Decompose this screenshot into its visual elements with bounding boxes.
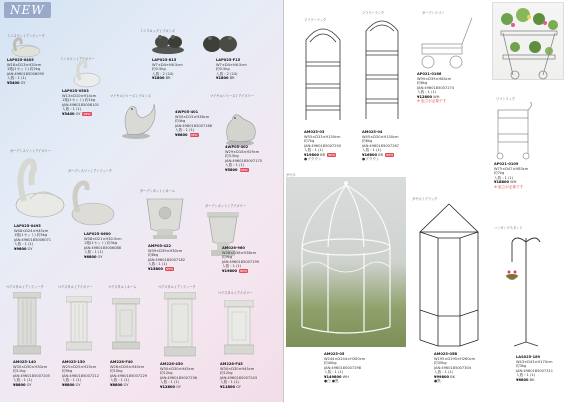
- section-label: ミニスワン / アイボリー: [60, 57, 95, 61]
- product-caption: LAP025-815 W7×D4×H6.5cm 約0.5kg 入数 : 2 (24) ¥1800 BR: [152, 58, 183, 80]
- product-caption: AM025-150 W25×D25×H25cm 約9kg JAN:4960185007212 入数 : 1 (1) ¥6800 GY: [62, 360, 100, 387]
- product-caption: AM025-05B W195×D195×H260cm 約35kg JAN:4960185007304 入数 : 1 (1) ¥99800 BK ●黒: [434, 352, 476, 383]
- section-label: ガゼボ: [286, 173, 296, 177]
- section-label: ハンギングスタンド: [494, 226, 523, 230]
- product-caption: AM025-05 W244×D244×H300cm 約40kg JAN:4960185007298 入数 : 1 (1) ¥149800 WH ●白 ●黒: [324, 352, 366, 383]
- pedestal-short-image: [224, 300, 254, 356]
- gazebo-photo: [286, 177, 406, 347]
- product-caption: 4WP05-401 W30×D15×H38cm 約4kg JAN:4960185007168 入数 : 1 (1) ¥6800 NEW: [175, 110, 213, 137]
- section-label: ペデスタル / アイボリー: [58, 285, 93, 289]
- section-label: ガーデンスワン / アイボリー: [10, 149, 51, 153]
- flower-cart-image: [493, 3, 565, 81]
- product-caption: LAP025-F15 W7×D4×H6.5cm 約0.5kg 入数 : 2 (24) ¥1800 BR: [216, 58, 247, 80]
- product-caption: 4WP05-402 W29×D18×H29cm 約3.5kg JAN:4960185007175 入数 : 1 (1) ¥5800 NEW: [225, 145, 263, 172]
- garden-pot-lion-image: [143, 195, 187, 241]
- product-caption: LAS025-189 W43×D43×H170cm 約3kg JAN:4960185007311 入数 : 1 (1) ¥6800 BK: [516, 355, 554, 382]
- new-badge: NEW: [4, 2, 51, 18]
- product-caption: LAP025-0495 W48×D24×H45cm 1箱(1セット) 約5kg JAN:4960185006071 入数 : 1 (1) ¥9800 GY: [14, 224, 52, 251]
- product-caption: AM025-04 W45×D30×H150cm 約6kg JAN:4960185007267 入数 : 1 (1) ¥16800 BR NEW ●ブラウン: [362, 130, 400, 161]
- mini-swan-antique-image: [8, 36, 42, 58]
- section-label: ペデスタル / アンティーク: [158, 285, 196, 289]
- product-caption: AM226-F45 W30×D30×H45cm 約12kg JAN:4960185007243 入数 : 1 (1) ¥11800 GY: [220, 362, 258, 389]
- gazebo-white-image: [286, 177, 406, 347]
- section-label: フラワーラック: [304, 18, 327, 22]
- mini-frog-bronze-image: [150, 30, 186, 56]
- garden-swan-ivory-image: [10, 155, 66, 221]
- product-caption: AM226-450 W30×D30×H45cm 約12kg JAN:4960185007236 入数 : 1 (1) ¥12800 GY: [160, 362, 198, 389]
- section-label: ミニフロッグ / ブロンズ: [140, 29, 175, 33]
- section-label: マイヤルシリーズ / ブロンズ: [110, 94, 151, 98]
- pedestal-ivory-image: [66, 296, 92, 352]
- product-caption: LAP025-0405 W18×D13×H20cm 1箱(1セット) 約2kg JAN:4960185006095 入数 : 1 (1) ¥5400 GY: [7, 58, 45, 85]
- left-catalog-page: [0, 0, 283, 402]
- product-caption: AP021-0109 W75×D47×H83cm 約7kg 入数 : 1 (1) ¥18800 WH ※ 組立が必要です: [494, 162, 529, 189]
- product-caption: LAP025-0600 W38×D21×H30.5cm 1箱(1セット) 約3kg JAN:4960185006088 入数 : 1 (1) ¥6800 GY: [84, 232, 122, 259]
- wagon-rack-image: [494, 102, 532, 160]
- section-label: ワゴンラック: [496, 97, 516, 101]
- mini-frog-pair-image: [200, 30, 240, 56]
- section-label: ペデスタル / アイボリー: [218, 291, 253, 295]
- product-caption: LAP025-0503 W13×D10×H14cm 1箱(1セット) 約1kg JAN:4960185006101 入数 : 1 (1) ¥3400 GY NEW: [62, 89, 100, 116]
- product-caption: AP021-0166 W95×D39×H84cm 約6kg JAN:4960185007274 入数 : 1 (1) ¥12800 WH ※ 組立が必要です: [417, 72, 455, 103]
- pedestal-antique-image: [13, 292, 41, 356]
- hen-statue-image: [220, 110, 260, 146]
- garden-wagon-image: [416, 14, 476, 70]
- section-label: ガーデンワゴン: [422, 11, 445, 15]
- rooster-statue-image: [114, 100, 160, 140]
- pedestal-square-image: [112, 298, 140, 350]
- garden-swan-antique-image: [66, 178, 116, 228]
- flower-rack-round-image: [302, 22, 344, 122]
- product-caption: AM026-960 W38×D38×H38cm 約9kg JAN:4960185007199 入数 : 1 (1) ¥19800 NEW: [222, 246, 260, 273]
- section-label: ガーデンポット / アイボリー: [205, 204, 246, 208]
- flower-cart-photo: [492, 2, 564, 80]
- product-caption: AM025-03 W55×D33×H150cm 約7kg JAN:4960185007250 入数 : 1 (1) ¥19800 BR NEW ●ブラウン: [304, 130, 342, 161]
- mini-swan-ivory-image: [70, 58, 102, 88]
- product-caption: AM226-F40 W26×D26×H40cm 約10kg JAN:4960185007229 入数 : 1 (1) ¥8800 GY: [110, 360, 148, 387]
- pedestal-tall-image: [164, 292, 196, 358]
- section-label: ペデスタル / ネーム: [108, 285, 137, 289]
- section-label: ミニスワン / アンティーク: [7, 34, 45, 38]
- hanging-stand-image: [506, 232, 546, 348]
- section-label: ペデスタル / アンティーク: [6, 285, 44, 289]
- section-label: ガーデンスワン / アンティーク: [68, 169, 112, 173]
- section-label: ガーデンポット / ネーム: [140, 189, 175, 193]
- section-label: フラワーラック: [362, 11, 385, 15]
- right-catalog-page: [284, 0, 567, 402]
- section-label: ガゼボ / ブラック: [412, 197, 438, 201]
- gazebo-black-image: [414, 200, 484, 350]
- flower-rack-tall-image: [362, 15, 402, 121]
- product-caption: AMP05-422 W39×D39×H30cm 約8kg JAN:4960185007182 入数 : 1 (1) ¥15800 NEW: [148, 244, 186, 271]
- section-label: マイヤルシリーズ / アイボリー: [210, 94, 254, 98]
- product-caption: AM025-140 W30×D30×H30cm 約11kg JAN:4960185007205 入数 : 1 (1) ¥8800 GY: [13, 360, 51, 387]
